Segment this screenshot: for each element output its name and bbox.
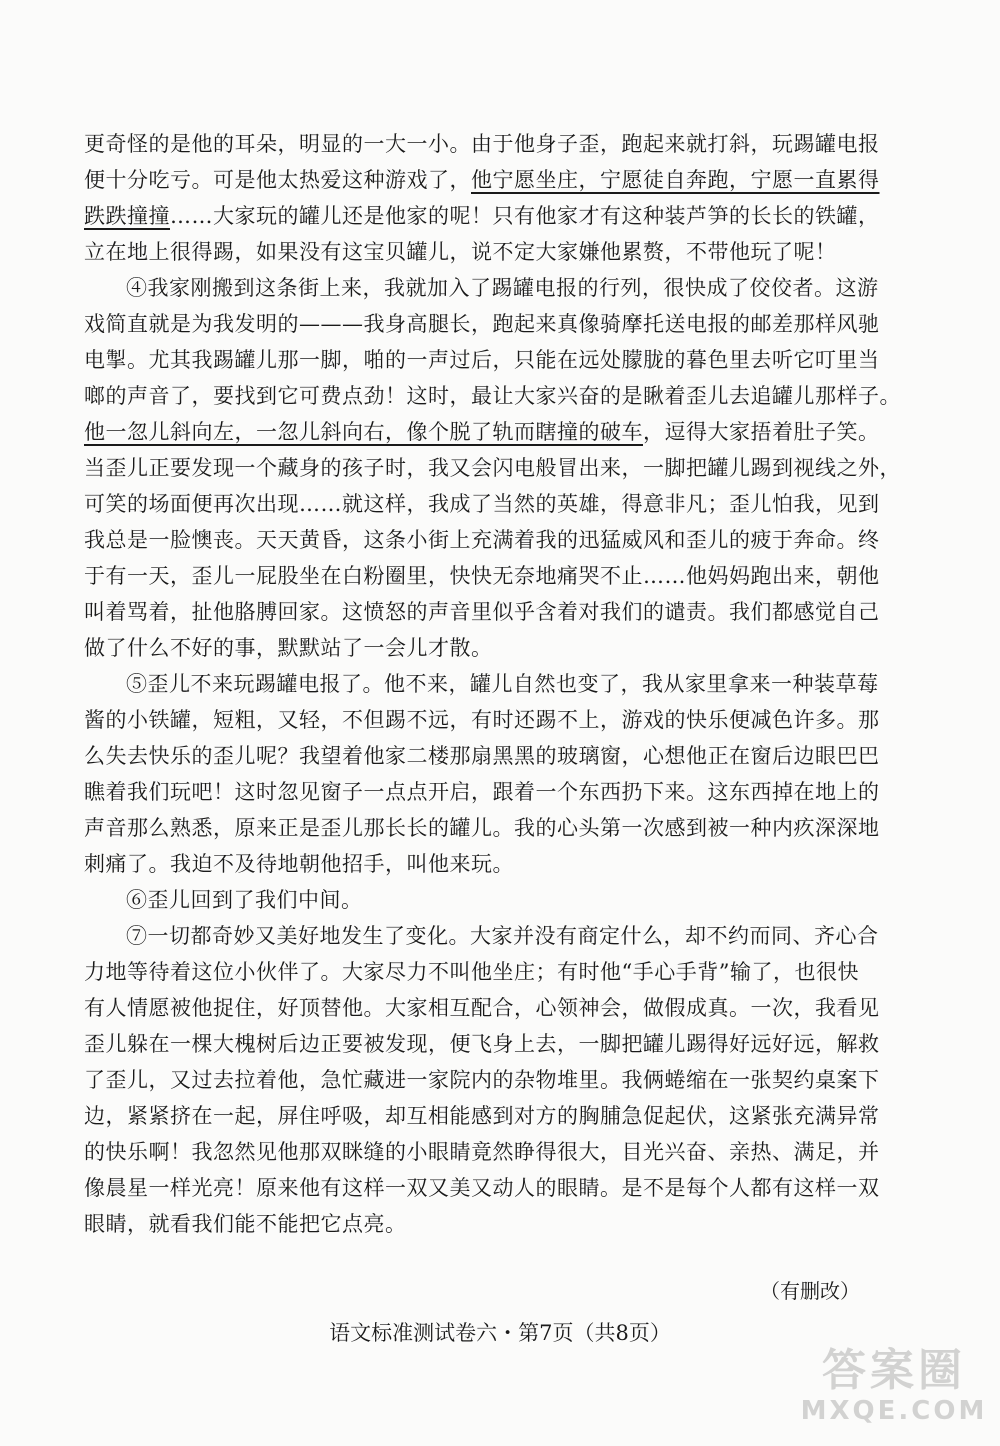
passage-line	[84, 702, 880, 738]
text-span: 可笑的场面便再次出现……就这样，我成了当然的英雄，得意非凡；歪儿怕我，见到	[84, 492, 880, 516]
text-span: 于有一天，歪儿一屁股坐在白粉圈里，快快无奈地痛哭不止……他妈妈跑出来，朝他	[84, 564, 880, 588]
text-span: ⑥歪儿回到了我们中间。	[126, 888, 363, 912]
text-span: 眼睛，就看我们能不能把它点亮。	[84, 1212, 407, 1236]
passage-line	[84, 306, 880, 342]
passage-line	[84, 774, 880, 810]
passage-line	[84, 630, 864, 666]
text-span: 便十分吃亏。可是他太热爱这种游戏了，	[84, 168, 471, 192]
edited-note: （有删改）	[760, 1279, 860, 1303]
watermark-logo-text: 答案圈	[822, 1345, 966, 1396]
text-span: 叫着骂着，扯他胳膊回家。这愤怒的声音里似乎含着对我们的谴责。我们都感觉自己	[84, 600, 880, 624]
text-span: 像晨星一样光亮！原来他有这样一双又美又动人的眼睛。是不是每个人都有这样一双	[84, 1176, 880, 1200]
passage-line	[84, 594, 880, 630]
passage-line	[84, 558, 880, 594]
text-span: 当歪儿正要发现一个藏身的孩子时，我又会闪电般冒出来，一脚把罐儿踢到视线之外，	[84, 456, 901, 480]
text-span: ④我家刚搬到这条街上来，我就加入了踢罐电报的行列，很快成了佼佼者。这游	[126, 276, 879, 300]
passage-line	[84, 522, 880, 558]
text-span: 立在地上很得踢，如果没有这宝贝罐儿，说不定大家嫌他累赘，不带他玩了呢！	[84, 240, 837, 264]
site-watermark-logo	[800, 1346, 988, 1432]
text-span: ⑤歪儿不来玩踢罐电报了。他不来，罐儿自然也变了，我从家里拿来一种装草莓	[126, 672, 879, 696]
passage-line	[84, 378, 901, 414]
passage-line	[84, 990, 880, 1026]
passage-line	[84, 666, 879, 702]
text-span: 边，紧紧挤在一起，屏住呼吸，却互相能感到对方的胸脯急促起伏，这紧张充满异常	[84, 1104, 880, 1128]
text-span: ⑦一切都奇妙又美好地发生了变化。大家并没有商定什么，却不约而同、齐心合	[126, 924, 879, 948]
text-span: 我总是一脸懊丧。天天黄昏，这条小街上充满着我的迅猛威风和歪儿的疲于奔命。终	[84, 528, 880, 552]
underlined-sentence: 他一忽儿斜向左，一忽儿斜向右，像个脱了轨而瞎撞的破车	[84, 420, 643, 444]
passage-line	[84, 738, 880, 774]
text-span: 歪儿躲在一棵大槐树后边正要被发现，便飞身上去，一脚把罐儿踢得好远好远，解救	[84, 1032, 880, 1056]
passage-line	[84, 1134, 880, 1170]
passage-line	[84, 414, 880, 450]
passage-line	[84, 270, 879, 306]
passage-line	[84, 234, 864, 270]
text-span: 瞧着我们玩吧！这时忽见窗子一点点开启，跟着一个东西扔下来。这东西掉在地上的	[84, 780, 880, 804]
underlined-sentence: 他宁愿坐庄，宁愿徒自奔跑，宁愿一直累得	[471, 168, 880, 192]
text-span: 酱的小铁罐，短粗，又轻，不但踢不远，有时还踢不上，游戏的快乐便减色许多。那	[84, 708, 880, 732]
text-span: 了歪儿，又过去拉着他，急忙藏进一家院内的杂物堆里。我俩蜷缩在一张契约桌案下	[84, 1068, 880, 1092]
passage-line	[84, 846, 864, 882]
text-span: 有人情愿被他捉住，好顶替他。大家相互配合，心领神会，做假成真。一次，我看见	[84, 996, 880, 1020]
text-span: 的快乐啊！我忽然见他那双眯缝的小眼睛竟然睁得很大，目光兴奋、亲热、满足，并	[84, 1140, 880, 1164]
passage-line	[84, 1062, 880, 1098]
passage-line	[84, 342, 880, 378]
passage-line	[84, 450, 901, 486]
text-span: 更奇怪的是他的耳朵，明显的一大一小。由于他身子歪，跑起来就打斜，玩踢罐电报	[84, 132, 880, 156]
passage-line	[84, 126, 880, 162]
passage-line	[84, 1206, 864, 1242]
text-span: 刺痛了。我迫不及待地朝他招手，叫他来玩。	[84, 852, 514, 876]
passage-line	[84, 162, 880, 198]
passage-line	[84, 1170, 880, 1206]
text-span: 声音那么熟悉，原来正是歪儿那长长的罐儿。我的心头第一次感到被一种内疚深深地	[84, 816, 880, 840]
underlined-sentence: 跌跌撞撞	[84, 204, 170, 228]
watermark-url-text: MXQE.COM	[800, 1396, 988, 1426]
text-span: 么失去快乐的歪儿呢？我望着他家二楼那扇黑黑的玻璃窗，心想他正在窗后边眼巴巴	[84, 744, 880, 768]
text-span: 做了什么不好的事，默默站了一会儿才散。	[84, 636, 493, 660]
text-span: ……大家玩的罐儿还是他家的呢！只有他家才有这种装芦笋的长长的铁罐，	[170, 204, 880, 228]
passage-line	[84, 882, 864, 918]
passage-line	[84, 198, 880, 234]
passage-line	[84, 1098, 880, 1134]
passage-text	[84, 126, 901, 1242]
passage-line	[84, 1026, 880, 1062]
passage-line	[84, 486, 880, 522]
text-span: ，逗得大家捂着肚子笑。	[643, 420, 880, 444]
text-span: 电掣。尤其我踢罐儿那一脚，啪的一声过后，只能在远处朦胧的暮色里去听它叮里当	[84, 348, 880, 372]
passage-line	[84, 918, 879, 954]
text-span: 啷的声音了，要找到它可费点劲！这时，最让大家兴奋的是瞅着歪儿去追罐儿那样子。	[84, 384, 901, 408]
passage-line	[84, 810, 880, 846]
text-span: 戏简直就是为我发明的———我身高腿长，跑起来真像骑摩托送电报的邮差那样风驰	[84, 312, 880, 336]
page-footer: 语文标准测试卷六・第7页（共8页）	[329, 1321, 671, 1345]
text-span: 力地等待着这位小伙伴了。大家尽力不叫他坐庄；有时他“手心手背”输了，也很快	[84, 960, 859, 984]
passage-line	[84, 954, 864, 990]
